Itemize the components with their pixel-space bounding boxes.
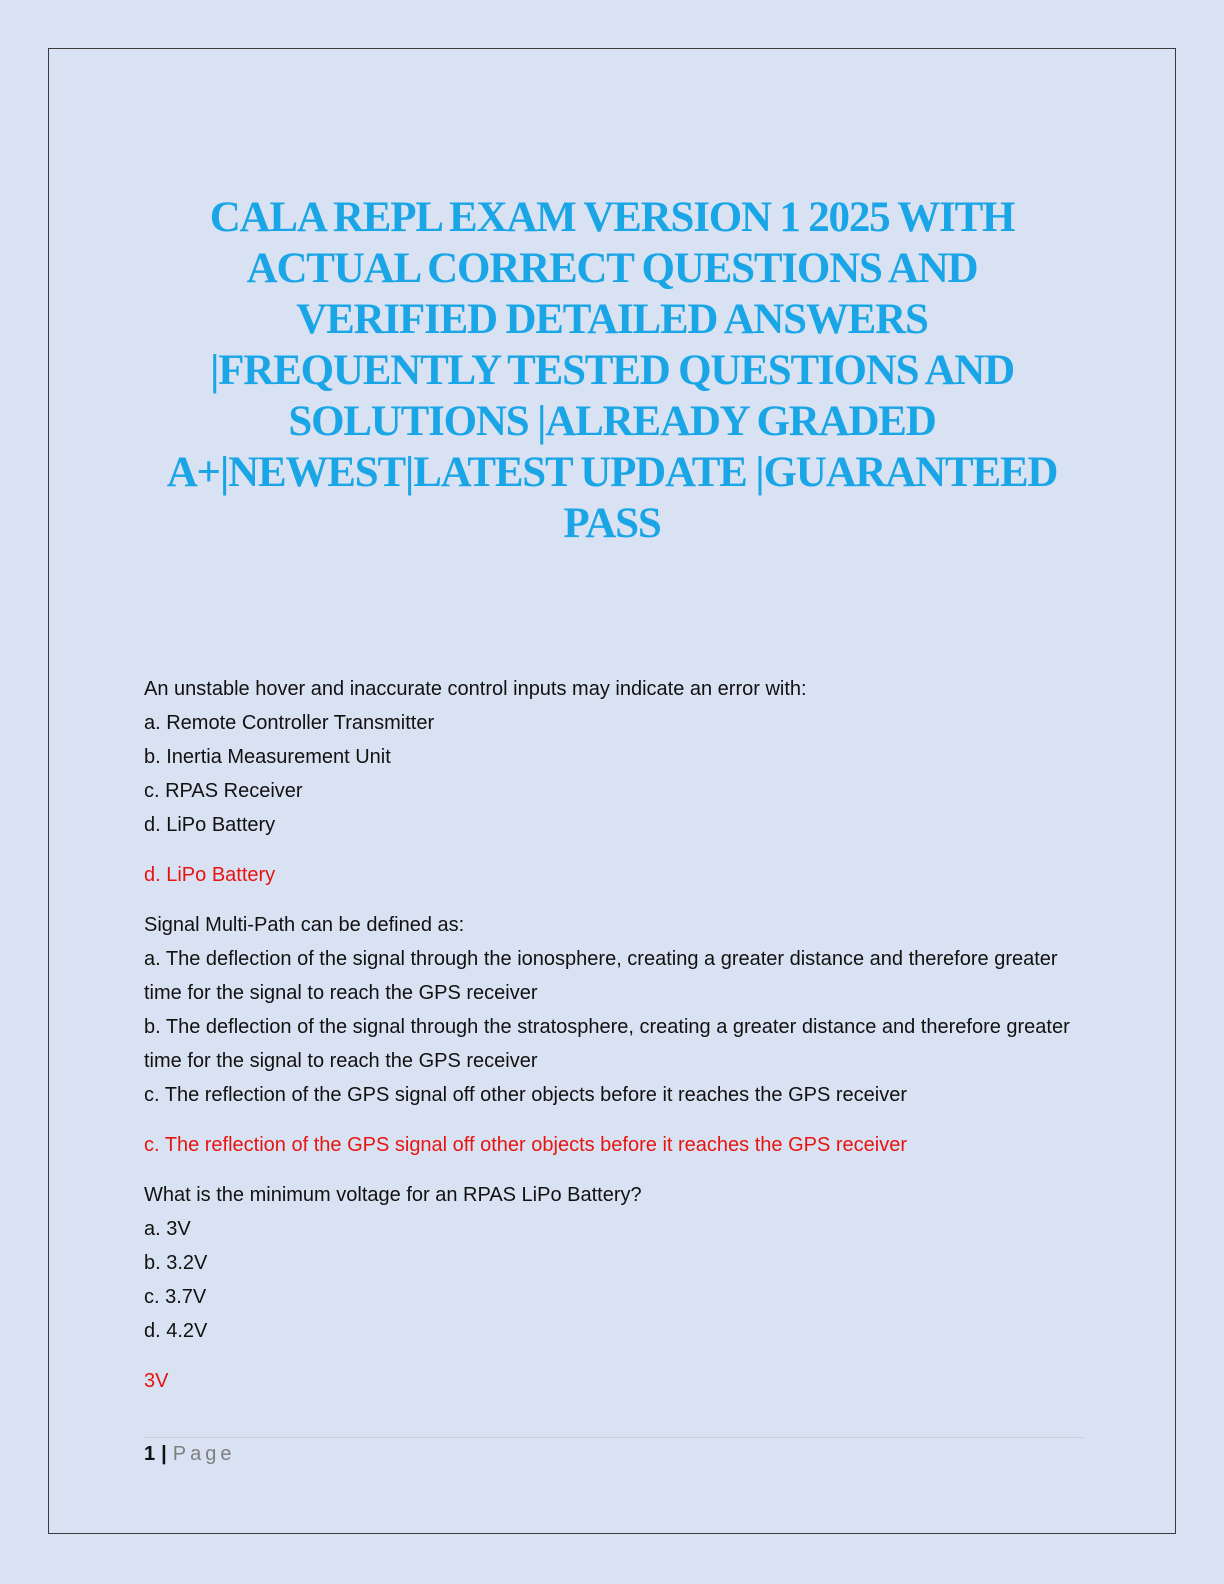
option-c: c. RPAS Receiver [144,780,303,802]
title-line: PASS [563,500,661,547]
option-a: a. Remote Controller Transmitter [144,712,435,734]
option-d: d. LiPo Battery [144,814,276,836]
footer-divider [144,1437,1084,1438]
option-b: b. The deflection of the signal through the stratosphere, creating a greater distance and therefore greater time for the signal to reach the GPS receiver [144,1016,1070,1072]
page-footer [144,1440,235,1468]
title-line: SOLUTIONS |ALREADY GRADED [288,398,936,445]
option-b: b. 3.2V [144,1252,208,1274]
question-block-1 [144,672,1084,842]
title-line: CALA REPL EXAM VERSION 1 2025 WITH [209,194,1015,241]
title-line: VERIFIED DETAILED ANSWERS [296,296,928,343]
question-block-2 [144,908,1084,1112]
document-title [120,192,1104,549]
page-number: 1 [144,1443,156,1465]
title-line: ACTUAL CORRECT QUESTIONS AND [246,245,978,292]
answer-text: c. The reflection of the GPS signal off other objects before it reaches the GPS receiver [144,1134,907,1156]
title-line: A+|NEWEST|LATEST UPDATE |GUARANTEED [166,449,1058,496]
footer-separator: | [161,1443,167,1465]
option-b: b. Inertia Measurement Unit [144,746,391,768]
option-c: c. The reflection of the GPS signal off other objects before it reaches the GPS receiver [144,1084,907,1106]
answer-text: 3V [144,1370,169,1392]
questions-content [144,672,1084,1414]
option-d: d. 4.2V [144,1320,208,1342]
question-text: Signal Multi-Path can be defined as: [144,914,465,936]
page-label: Page [172,1443,236,1465]
question-text: An unstable hover and inaccurate control inputs may indicate an error with: [144,678,807,700]
question-text: What is the minimum voltage for an RPAS LiPo Battery? [144,1184,642,1206]
option-a: a. The deflection of the signal through the ionosphere, creating a greater distance and therefore greater time for the signal to reach the GPS receiver [144,948,1058,1004]
title-line: |FREQUENTLY TESTED QUESTIONS AND [209,347,1015,394]
option-a: a. 3V [144,1218,191,1240]
question-block-3 [144,1178,1084,1348]
answer-text: d. LiPo Battery [144,864,276,886]
option-c: c. 3.7V [144,1286,207,1308]
